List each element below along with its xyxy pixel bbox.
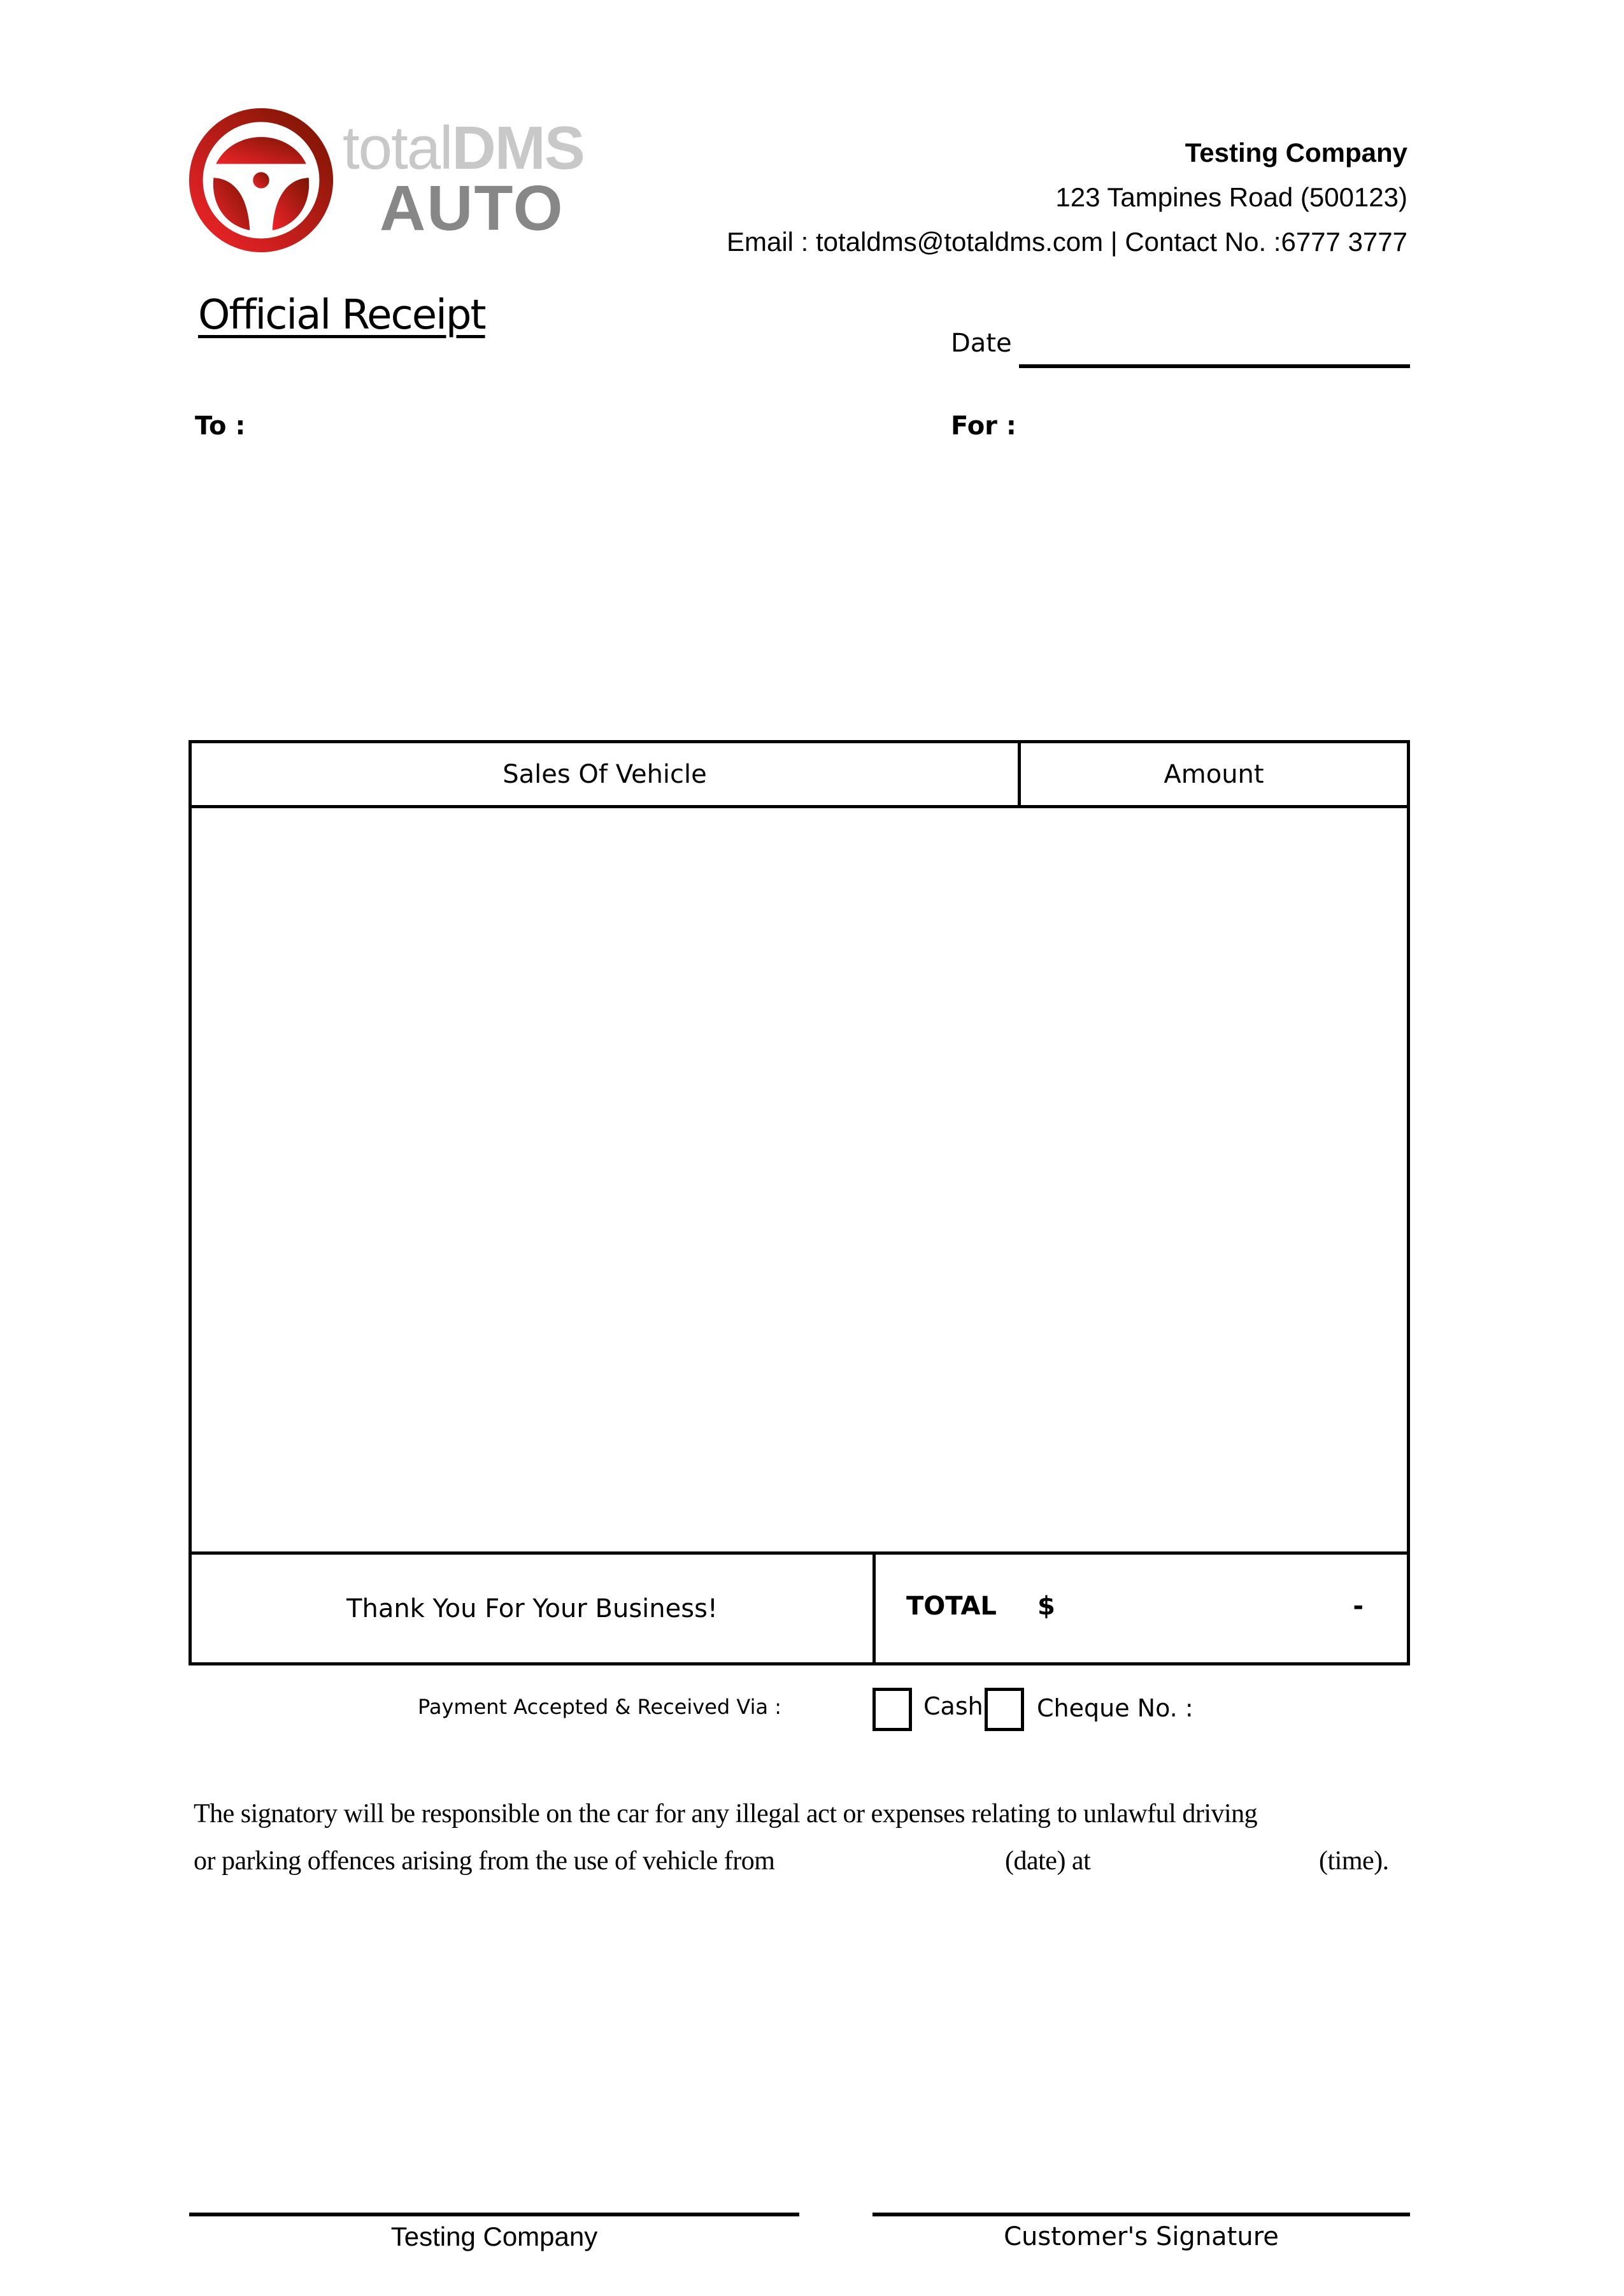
disclaimer-time-suffix: (time). xyxy=(1319,1846,1389,1876)
cash-label: Cash xyxy=(923,1692,983,1720)
to-label: To : xyxy=(195,411,246,441)
steering-wheel-icon xyxy=(186,105,336,255)
customer-signature-label: Customer's Signature xyxy=(1004,2222,1279,2251)
for-label: For : xyxy=(951,411,1016,441)
disclaimer-line-2-start: or parking offences arising from the use of vehicle from xyxy=(194,1846,775,1876)
cheque-checkbox[interactable] xyxy=(985,1688,1024,1731)
cash-checkbox[interactable] xyxy=(873,1688,912,1731)
disclaimer-date-suffix: (date) at xyxy=(1005,1846,1091,1876)
column-header-sales-of-vehicle: Sales Of Vehicle xyxy=(192,743,1021,808)
customer-signature-line[interactable] xyxy=(873,2213,1410,2216)
total-currency: $ xyxy=(1037,1592,1055,1621)
company-signature-label: Testing Company xyxy=(390,2221,598,2251)
company-name: Testing Company xyxy=(1185,138,1407,168)
logo-brand-line2: AUTO xyxy=(380,173,564,244)
total-value: - xyxy=(1353,1592,1364,1621)
column-header-amount: Amount xyxy=(1021,743,1407,808)
logo-brand-suffix: DMS xyxy=(452,114,584,182)
thank-you-message: Thank You For Your Business! xyxy=(192,1555,876,1662)
total-cell xyxy=(876,1555,1407,1662)
company-signature-line[interactable] xyxy=(189,2213,799,2216)
company-address: 123 Tampines Road (500123) xyxy=(1055,182,1407,212)
company-logo xyxy=(186,105,606,258)
table-body xyxy=(192,808,1407,1555)
payment-method-label: Payment Accepted & Received Via : xyxy=(418,1695,782,1719)
page-title: Official Receipt xyxy=(198,292,485,339)
date-label: Date xyxy=(951,329,1012,358)
logo-brand-prefix: total xyxy=(343,114,452,182)
cheque-label: Cheque No. : xyxy=(1037,1694,1193,1722)
company-info xyxy=(727,131,1407,264)
disclaimer-line-1: The signatory will be responsible on the car for any illegal act or expenses relating to unlawful driving xyxy=(194,1799,1258,1829)
logo-wordmark xyxy=(343,114,584,182)
date-field[interactable] xyxy=(1019,364,1410,368)
receipt-table xyxy=(189,740,1410,1665)
total-label: TOTAL xyxy=(906,1592,997,1621)
company-contact: Email : totaldms@totaldms.com | Contact No. :6777 3777 xyxy=(726,227,1407,257)
